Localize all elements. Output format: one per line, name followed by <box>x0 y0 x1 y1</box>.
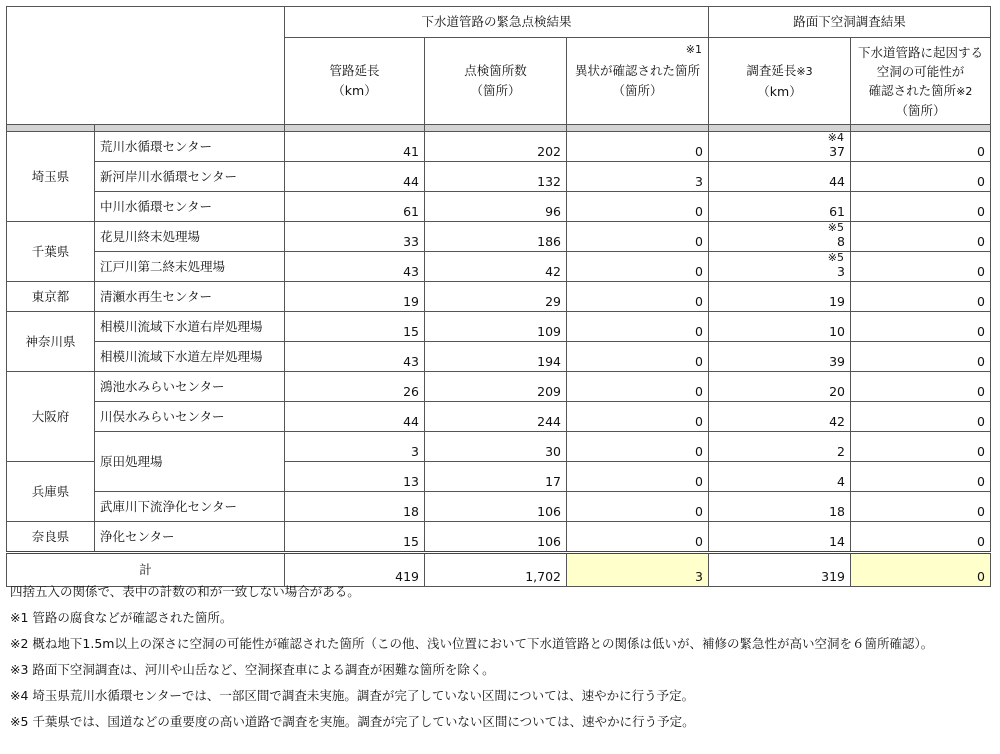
header-abnormal-unit: （箇所） <box>612 83 663 98</box>
inspection-points-cell: 30 <box>425 432 567 462</box>
inspection-points-cell: 109 <box>425 312 567 342</box>
pipe-length-cell: 15 <box>285 522 425 553</box>
cavity-cell: 0 <box>851 522 991 553</box>
survey-length-cell: 10 <box>709 312 851 342</box>
header-abnormal-mark: ※1 <box>685 43 702 56</box>
results-table <box>6 6 991 587</box>
facility-cell: 荒川水循環センター <box>95 132 285 162</box>
inspection-points-cell: 106 <box>425 522 567 553</box>
cavity-cell: 0 <box>851 222 991 252</box>
survey-length-cell: 20 <box>709 372 851 402</box>
header-survey-length-label: 調査延長 <box>746 62 797 78</box>
abnormal-cell: 0 <box>567 192 709 222</box>
header-cavity-line3: 確認された箇所 <box>868 82 957 98</box>
cavity-cell: 0 <box>851 312 991 342</box>
cavity-cell: 0 <box>851 132 991 162</box>
table-row <box>7 162 991 192</box>
abnormal-cell: 0 <box>567 462 709 492</box>
inspection-points-cell: 244 <box>425 402 567 432</box>
survey-length-cell: 14 <box>709 522 851 553</box>
survey-length-cell: 18 <box>709 492 851 522</box>
abnormal-cell: 0 <box>567 432 709 462</box>
header-cavity-line2: 空洞の可能性が <box>876 63 965 79</box>
facility-cell: 相模川流域下水道左岸処理場 <box>95 342 285 372</box>
survey-length-cell: 42 <box>709 402 851 432</box>
inspection-points-cell: 132 <box>425 162 567 192</box>
footnote-2: ※2 概ね地下1.5m以上の深さに空洞の可能性が確認された箇所（この他、浅い位置において下水道管路との関係は低いが、補修の緊急性が高い空洞を６箇所確認）。 <box>10 636 934 651</box>
cavity-cell: 0 <box>851 162 991 192</box>
survey-length-cell <box>709 252 851 282</box>
cavity-cell: 0 <box>851 492 991 522</box>
prefecture-cell: 埼玉県 <box>7 132 95 222</box>
total-cavity: 0 <box>851 553 991 587</box>
prefecture-cell: 東京都 <box>7 282 95 312</box>
abnormal-cell: 0 <box>567 132 709 162</box>
pipe-length-cell: 43 <box>285 342 425 372</box>
header-survey-length-unit: （km） <box>757 83 802 99</box>
abnormal-cell: 0 <box>567 282 709 312</box>
inspection-points-cell: 209 <box>425 372 567 402</box>
abnormal-cell: 0 <box>567 492 709 522</box>
table-row <box>7 402 991 432</box>
inspection-points-cell: 202 <box>425 132 567 162</box>
note-mark: ※5 <box>827 221 844 234</box>
facility-cell: 相模川流域下水道右岸処理場 <box>95 312 285 342</box>
survey-length-cell: 61 <box>709 192 851 222</box>
inspection-points-cell: 106 <box>425 492 567 522</box>
pipe-length-cell: 13 <box>285 462 425 492</box>
inspection-points-cell: 42 <box>425 252 567 282</box>
prefecture-cell: 神奈川県 <box>7 312 95 372</box>
table-row <box>7 192 991 222</box>
header-pipe-length-label: 管路延長 <box>329 63 380 78</box>
header-pipe-length <box>285 38 425 125</box>
header-abnormal <box>567 38 709 125</box>
pipe-length-cell: 3 <box>285 432 425 462</box>
cavity-cell: 0 <box>851 192 991 222</box>
facility-cell: 江戸川第二終末処理場 <box>95 252 285 282</box>
pipe-length-cell: 33 <box>285 222 425 252</box>
pipe-length-cell: 44 <box>285 402 425 432</box>
total-row <box>7 553 991 587</box>
cavity-cell: 0 <box>851 402 991 432</box>
header-cavity-line1: 下水道管路に起因する <box>857 44 983 60</box>
header-inspection-points-unit: （箇所） <box>470 83 521 98</box>
survey-length-cell <box>709 222 851 252</box>
inspection-points-cell: 194 <box>425 342 567 372</box>
total-pipe-length: 419 <box>285 553 425 587</box>
pipe-length-cell: 18 <box>285 492 425 522</box>
survey-length-value: 8 <box>837 234 845 249</box>
header-survey-length-mark: ※3 <box>796 64 813 78</box>
corner-cell <box>7 7 285 125</box>
footnote-4: ※4 埼玉県荒川水循環センターでは、一部区間で調査未実施。調査が完了していない区間については、速やかに行う予定。 <box>10 688 695 703</box>
pipe-length-cell: 15 <box>285 312 425 342</box>
abnormal-cell: 0 <box>567 252 709 282</box>
table-row <box>7 372 991 402</box>
inspection-points-cell: 96 <box>425 192 567 222</box>
prefecture-cell: 千葉県 <box>7 222 95 282</box>
cavity-cell: 0 <box>851 432 991 462</box>
abnormal-cell: 0 <box>567 372 709 402</box>
header-cavity-mark: ※2 <box>956 84 973 98</box>
footnote-rounding: 四捨五入の関係で、表中の計数の和が一致しない場合がある。 <box>10 584 360 599</box>
pipe-length-cell: 61 <box>285 192 425 222</box>
total-inspection-points: 1,702 <box>425 553 567 587</box>
facility-cell: 清瀬水再生センター <box>95 282 285 312</box>
inspection-points-cell: 186 <box>425 222 567 252</box>
header-pipe-length-unit: （km） <box>332 83 377 98</box>
pipe-length-cell: 44 <box>285 162 425 192</box>
cavity-cell: 0 <box>851 462 991 492</box>
facility-cell: 浄化センター <box>95 522 285 553</box>
facility-cell: 武庫川下流浄化センター <box>95 492 285 522</box>
survey-length-cell: 4 <box>709 462 851 492</box>
pipe-length-cell: 41 <box>285 132 425 162</box>
facility-cell: 鴻池水みらいセンター <box>95 372 285 402</box>
abnormal-cell: 0 <box>567 522 709 553</box>
abnormal-cell: 0 <box>567 312 709 342</box>
inspection-points-cell: 29 <box>425 282 567 312</box>
table-row <box>7 282 991 312</box>
prefecture-cell: 大阪府 <box>7 372 95 462</box>
survey-length-cell <box>709 132 851 162</box>
table-row <box>7 342 991 372</box>
note-mark: ※5 <box>827 251 844 264</box>
header-abnormal-label: 異状が確認された箇所 <box>574 63 700 78</box>
cavity-cell: 0 <box>851 342 991 372</box>
inspection-points-cell: 17 <box>425 462 567 492</box>
abnormal-cell: 0 <box>567 402 709 432</box>
survey-length-cell: 39 <box>709 342 851 372</box>
header-inspection-points-label: 点検箇所数 <box>464 63 527 78</box>
header-cavity-unit: （箇所） <box>895 102 946 118</box>
abnormal-cell: 0 <box>567 222 709 252</box>
header-emergency-group: 下水道管路の緊急点検結果 <box>285 7 709 38</box>
cavity-cell: 0 <box>851 282 991 312</box>
table-row <box>7 522 991 553</box>
total-abnormal: 3 <box>567 553 709 587</box>
survey-length-cell: 2 <box>709 432 851 462</box>
pipe-length-cell: 43 <box>285 252 425 282</box>
prefecture-cell: 奈良県 <box>7 522 95 553</box>
table-row <box>7 312 991 342</box>
total-survey-length: 319 <box>709 553 851 587</box>
table-row <box>7 432 991 462</box>
header-cavity <box>851 38 991 125</box>
facility-cell: 花見川終末処理場 <box>95 222 285 252</box>
footnote-3: ※3 路面下空洞調査は、河川や山岳など、空洞探査車による調査が困難な箇所を除く。 <box>10 662 495 677</box>
header-survey-length <box>709 38 851 125</box>
total-label: 計 <box>7 553 285 587</box>
pipe-length-cell: 19 <box>285 282 425 312</box>
survey-length-value: 3 <box>837 264 845 279</box>
note-mark: ※4 <box>827 131 844 144</box>
facility-cell: 新河岸川水循環センター <box>95 162 285 192</box>
facility-cell: 中川水循環センター <box>95 192 285 222</box>
cavity-cell: 0 <box>851 372 991 402</box>
footnote-5: ※5 千葉県では、国道などの重要度の高い道路で調査を実施。調査が完了していない区間については、速やかに行う予定。 <box>10 714 695 729</box>
abnormal-cell: 3 <box>567 162 709 192</box>
header-cavity-group: 路面下空洞調査結果 <box>709 7 991 38</box>
header-inspection-points <box>425 38 567 125</box>
footnote-1: ※1 管路の腐食などが確認された箇所。 <box>10 610 233 625</box>
footnotes <box>10 585 933 741</box>
prefecture-cell: 兵庫県 <box>7 462 95 522</box>
table-row <box>7 492 991 522</box>
facility-cell: 川俣水みらいセンター <box>95 402 285 432</box>
survey-length-cell: 44 <box>709 162 851 192</box>
table-row <box>7 252 991 282</box>
pipe-length-cell: 26 <box>285 372 425 402</box>
abnormal-cell: 0 <box>567 342 709 372</box>
facility-cell: 原田処理場 <box>95 432 285 492</box>
header-group-row <box>7 7 991 38</box>
survey-length-cell: 19 <box>709 282 851 312</box>
table-row <box>7 132 991 162</box>
results-table-container <box>6 6 991 587</box>
cavity-cell: 0 <box>851 252 991 282</box>
table-row <box>7 222 991 252</box>
survey-length-value: 37 <box>829 144 845 159</box>
